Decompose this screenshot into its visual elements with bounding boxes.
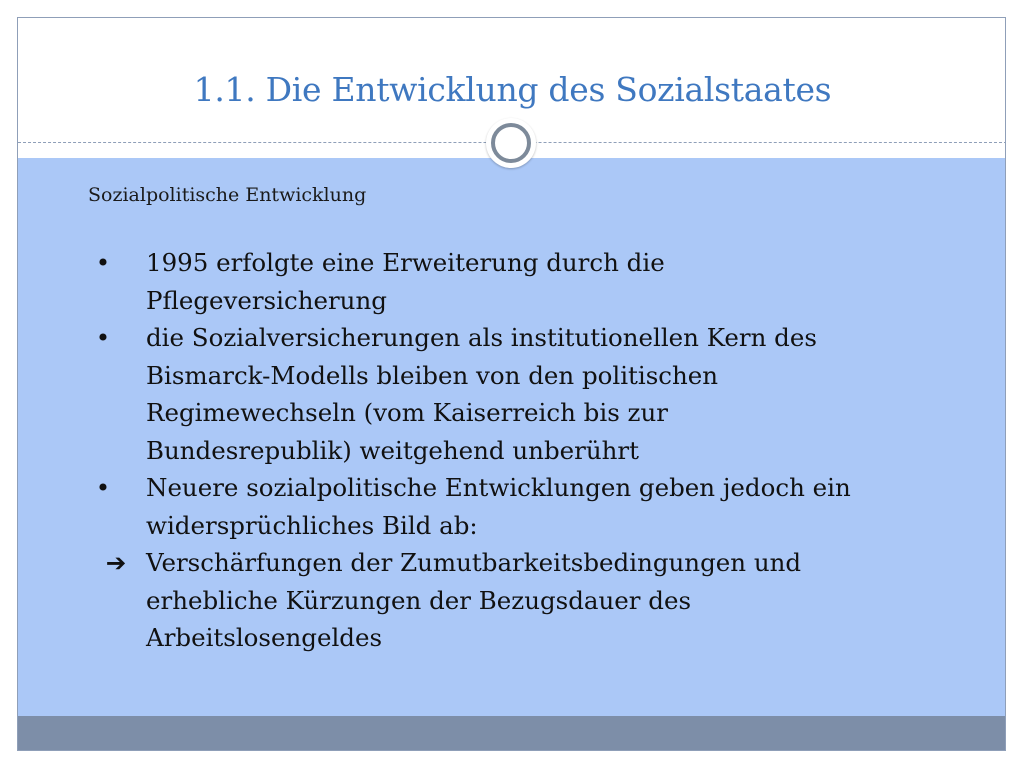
footer-band	[18, 716, 1006, 751]
bullet-line: widersprüchliches Bild ab:	[146, 510, 478, 540]
bullet-line: Bundesrepublik) weitgehend unberührt	[146, 435, 639, 465]
bullet-line: 1995 erfolgte eine Erweiterung durch die	[146, 248, 665, 277]
bullet-line: Neuere sozialpolitische Entwicklungen geben jedoch ein	[146, 473, 851, 502]
bullet-dot-icon: •	[95, 248, 111, 277]
section-subtitle: Sozialpolitische Entwicklung	[88, 184, 367, 206]
bullet-line: Bismarck-Modells bleiben von den politischen	[146, 360, 719, 390]
bullet-dot-icon: •	[95, 323, 111, 352]
bullet-list	[88, 244, 968, 657]
slide	[17, 17, 1006, 751]
ring-inner	[491, 123, 531, 163]
bullet-item	[88, 469, 968, 544]
bullet-line: die Sozialversicherungen als institutionellen Kern des	[146, 323, 817, 352]
bullet-line: Regimewechseln (vom Kaiserreich bis zur	[146, 398, 668, 427]
slide-title: 1.1. Die Entwicklung des Sozialstaates	[193, 70, 832, 109]
ring-ornament-icon	[486, 118, 536, 168]
bullet-line: Verschärfungen der Zumutbarkeitsbedingungen und	[146, 548, 802, 577]
bullet-dot-icon: •	[95, 473, 111, 502]
bullet-line: Pflegeversicherung	[146, 285, 387, 315]
bullet-item	[88, 244, 968, 319]
bullet-item	[88, 319, 968, 469]
arrow-right-icon: ➔	[105, 548, 127, 577]
bullet-line: Arbeitslosengeldes	[146, 623, 383, 652]
bullet-item	[88, 544, 968, 657]
bullet-line: erhebliche Kürzungen der Bezugsdauer des	[146, 585, 692, 615]
